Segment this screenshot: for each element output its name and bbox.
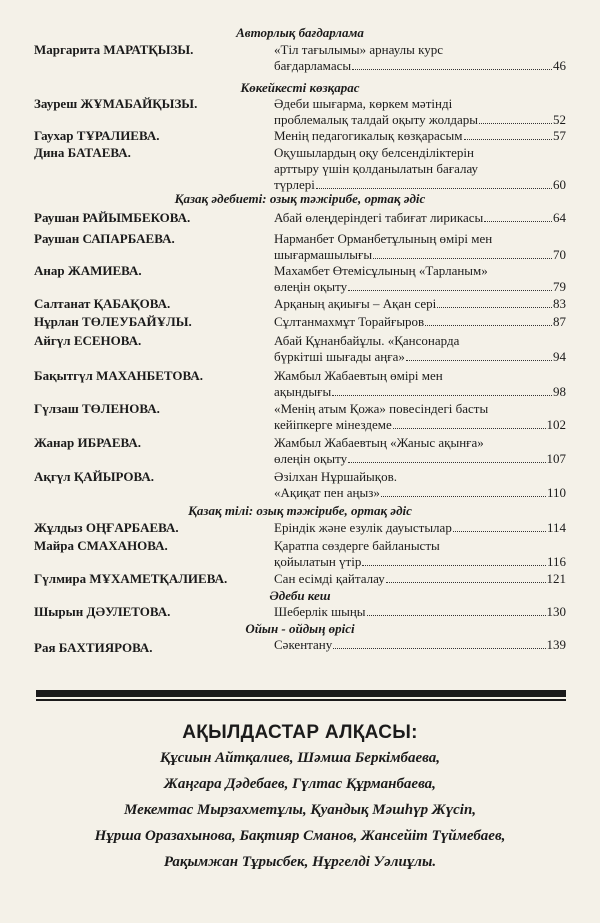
toc-author: Жанар ИБРАЕВА. xyxy=(34,435,142,450)
toc-title-line: Жамбыл Жабаевтың өмірі мен xyxy=(274,368,443,383)
divider-thick xyxy=(36,690,566,697)
toc-title-line: «Менің атым Қожа» повесіндегі басты xyxy=(274,401,489,416)
toc-title-line: түрлері xyxy=(274,177,315,192)
toc-title xyxy=(274,296,566,312)
toc-page-number: 139 xyxy=(546,637,566,652)
toc-page-number: 57 xyxy=(553,128,566,143)
toc-page-number: 121 xyxy=(546,571,566,586)
toc-title-line: арттыру үшін қолданылатын бағалау xyxy=(274,161,479,176)
toc-title-line: ақындығы xyxy=(274,384,332,399)
toc-page-number: 60 xyxy=(553,177,566,192)
toc-author: Анар ЖАМИЕВА. xyxy=(34,263,142,278)
toc-title-line: Сұлтанмахмұт Торайғыров xyxy=(274,314,425,329)
toc-title-line: Оқушылардың оқу белсенділіктерін xyxy=(274,145,475,160)
toc-title-line: «Ақиқат пен аңыз» xyxy=(274,485,380,500)
toc-title xyxy=(274,520,566,536)
toc-title-line: бүркітші шығады аңға» xyxy=(274,349,405,364)
toc-title-line: Махамбет Өтемісұлының «Тарланым» xyxy=(274,263,488,278)
advisory-board-title: АҚЫЛДАСТАР АЛҚАСЫ: xyxy=(182,722,418,743)
toc-author: Маргарита МАРАТҚЫЗЫ. xyxy=(34,42,194,57)
toc-page-number: 116 xyxy=(546,554,566,569)
toc-title-line: кейіпкерге мінездеме xyxy=(274,417,392,432)
toc-title-line: Арқаның ақиығы – Ақан сері xyxy=(274,296,437,311)
toc-page-number: 87 xyxy=(553,314,566,329)
toc-author: Рая БАХТИЯРОВА. xyxy=(34,640,153,655)
toc-author: Жұлдыз ОҢҒАРБАЕВА. xyxy=(34,520,179,535)
toc-page-number: 107 xyxy=(546,451,566,466)
toc-author: Раушан РАЙЫМБЕКОВА. xyxy=(34,210,191,225)
toc-title-line: Нарманбет Орманбетұлының өмірі мен xyxy=(274,231,493,246)
toc-title-line: шығармашылығы xyxy=(274,247,373,262)
toc-author: Гаухар ТҰРАЛИЕВА. xyxy=(34,128,160,143)
toc-author: Майра СМАХАНОВА. xyxy=(34,538,168,553)
toc-title-line: өлеңін оқыту xyxy=(274,279,348,294)
toc-title xyxy=(274,604,566,620)
toc-title-line: Әзілхан Нұршайықов. xyxy=(274,469,397,484)
toc-title-line: Сан есімді қайталау xyxy=(274,571,385,586)
toc-title-line: өлеңін оқыту xyxy=(274,451,348,466)
toc-page-number: 64 xyxy=(553,210,566,225)
toc-title xyxy=(274,145,566,193)
section-heading: Қазақ тілі: озық тәжірибе, ортақ әдіс xyxy=(188,503,412,518)
advisory-board-names: Нұрша Оразахынова, Бақтияр Сманов, Жансейіт Түймебаев, xyxy=(94,828,506,844)
advisory-board-names: Құсиын Айтқалиев, Шәмша Беркімбаева, xyxy=(160,750,440,766)
toc-page-number: 94 xyxy=(553,349,566,364)
toc-author: Ақгүл ҚАЙЫРОВА. xyxy=(34,469,154,484)
toc-title xyxy=(274,314,566,330)
toc-title-line: бағдарламасы xyxy=(274,58,352,73)
toc-title xyxy=(274,469,566,501)
toc-title-line: Еріндік және езулік дауыстылар xyxy=(274,520,452,535)
toc-page-number: 114 xyxy=(546,520,566,535)
toc-page-number: 98 xyxy=(553,384,566,399)
toc-page-number: 70 xyxy=(553,247,566,262)
toc-title-line: Абай өлеңдеріндегі табиғат лирикасы xyxy=(274,210,484,225)
toc-title xyxy=(274,210,566,226)
toc-title-line: қойылатын үтір xyxy=(274,554,362,569)
toc-author: Гүлмира МҰХАМЕТҚАЛИЕВА. xyxy=(34,571,228,586)
toc-author: Нұрлан ТӨЛЕУБАЙҰЛЫ. xyxy=(34,314,192,329)
toc-title-line: Қаратпа сөздерге байланысты xyxy=(274,538,440,553)
toc-page-number: 83 xyxy=(553,296,566,311)
toc-page-number: 110 xyxy=(546,485,566,500)
toc-title xyxy=(274,263,566,295)
toc-title-line: Жамбыл Жабаевтың «Жаныс ақынға» xyxy=(274,435,484,450)
toc-page-number: 102 xyxy=(546,417,566,432)
toc-title xyxy=(274,538,566,570)
divider-thin xyxy=(36,699,566,701)
toc-author: Гүлзаш ТӨЛЕНОВА. xyxy=(34,401,160,416)
toc-title xyxy=(274,96,566,128)
toc-title-line: Абай Құнанбайұлы. «Қансонарда xyxy=(274,333,460,348)
toc-title xyxy=(274,571,566,587)
toc-title-line: проблемалық талдай оқыту жолдары xyxy=(274,112,479,127)
toc-title xyxy=(274,231,566,263)
toc-title xyxy=(274,42,566,74)
toc-author: Раушан САПАРБАЕВА. xyxy=(34,231,175,246)
toc-page-number: 130 xyxy=(546,604,566,619)
toc-title-line: Сәкентану xyxy=(274,637,333,652)
toc-title-line: Менің педагогикалық көзқарасым xyxy=(274,128,463,143)
toc-title xyxy=(274,333,566,365)
toc-page-number: 79 xyxy=(553,279,566,294)
toc-title xyxy=(274,401,566,433)
toc-title xyxy=(274,435,566,467)
toc-author: Дина БАТАЕВА. xyxy=(34,145,131,160)
section-heading: Әдеби кеш xyxy=(269,588,331,603)
toc-author: Шырын ДӘУЛЕТОВА. xyxy=(34,604,171,619)
toc-title xyxy=(274,128,566,144)
advisory-board-names: Рақымжан Тұрысбек, Нұргелді Уәлиұлы. xyxy=(163,854,437,870)
section-heading: Авторлық бағдарлама xyxy=(236,25,364,40)
section-heading: Ойын - ойдың өрісі xyxy=(245,621,355,636)
toc-author: Айгүл ЕСЕНОВА. xyxy=(34,333,142,348)
toc-title-line: «Тіл тағылымы» арнаулы курс xyxy=(274,42,444,57)
advisory-board-names: Жаңгара Дәдебаев, Гүлтас Құрманбаева, xyxy=(164,776,436,792)
toc-title-line: Шеберлік шыңы xyxy=(274,604,366,619)
toc-author: Зауреш ЖҰМАБАЙҚЫЗЫ. xyxy=(34,96,198,111)
toc-author: Бақытгүл МАХАНБЕТОВА. xyxy=(34,368,203,383)
toc-page-number: 52 xyxy=(553,112,566,127)
section-heading: Көкейкесті көзқарас xyxy=(240,80,360,95)
advisory-board-names: Мекемтас Мырзахметұлы, Қуандық Мәшһүр Жүсіп, xyxy=(123,802,477,818)
toc-title xyxy=(274,637,566,653)
toc-title xyxy=(274,368,566,400)
toc-page-number: 46 xyxy=(553,58,566,73)
toc-title-line: Әдеби шығарма, көркем мәтінді xyxy=(274,96,453,111)
section-heading: Қазақ әдебиеті: озық тәжірибе, ортақ әдіс xyxy=(174,191,426,206)
toc-author: Салтанат ҚАБАҚОВА. xyxy=(34,296,171,311)
